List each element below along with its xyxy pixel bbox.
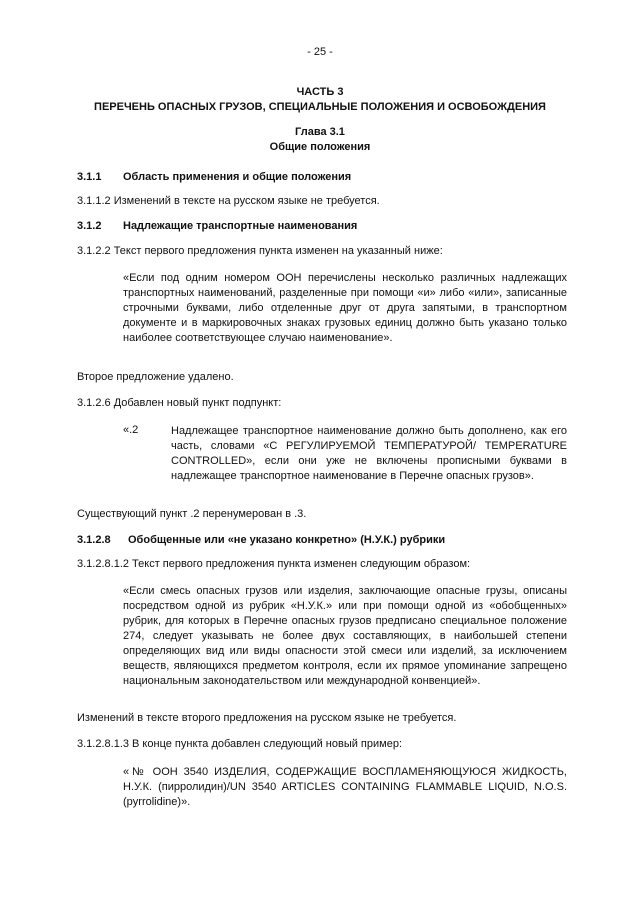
quote-3-1-2-8-1-2: «Если смесь опасных грузов или изделия, заключающие опасные грузы, описаны посредством одной из рубрик «Н.У.К.» или при помощи одной из «обобщенных» рубрик, для которых в Перечне опасных грузов предписано специальное положение 274, следует указывать не более двух составляющих, в наибольшей степени определяющих вид или виды опасности этой смеси или изделий, за исключением веществ, являющихся предметом контроля, если их прямое упоминание запрещено национальным законодательством или международной конвенцией». [123, 585, 567, 687]
paragraph-second-sentence-unchanged: Изменений в тексте второго предложения на русском языке не требуется. [77, 712, 457, 724]
section-number: 3.1.2.8 [77, 534, 111, 546]
paragraph-3-1-2-8-1-3: 3.1.2.8.1.3 В конце пункта добавлен следующий новый пример: [77, 738, 403, 750]
paragraph-second-sentence-removed: Второе предложение удалено. [77, 371, 234, 383]
section-heading-3-1-2 [77, 220, 357, 232]
quote-example-un3540: «№ ООН 3540 ИЗДЕЛИЯ, СОДЕРЖАЩИЕ ВОСПЛАМЕНЯЮЩУЮСЯ ЖИДКОСТЬ, Н.У.К. (пирролидин)/UN 3540 ARTICLES CONTAINING FLAMMABLE LIQUID, N.O.S. (pyrrolidine)». [123, 766, 567, 808]
section-heading-3-1-2-8 [77, 534, 445, 546]
paragraph-3-1-2-8-1-2: 3.1.2.8.1.2 Текст первого предложения пункта изменен следующим образом: [77, 558, 471, 570]
part-title: ПЕРЕЧЕНЬ ОПАСНЫХ ГРУЗОВ, СПЕЦИАЛЬНЫЕ ПОЛОЖЕНИЯ И ОСВОБОЖДЕНИЯ [94, 101, 546, 113]
section-number: 3.1.1 [77, 171, 102, 183]
section-title: Область применения и общие положения [123, 171, 352, 183]
section-number: 3.1.2 [77, 220, 102, 232]
section-title: Обобщенные или «не указано конкретно» (Н.У.К.) рубрики [128, 534, 446, 546]
paragraph-3-1-2-2: 3.1.2.2 Текст первого предложения пункта изменен на указанный ниже: [77, 245, 443, 257]
page-number: - 25 - [307, 46, 333, 58]
paragraph-3-1-1-2: 3.1.1.2 Изменений в тексте на русском языке не требуется. [77, 195, 380, 207]
part-label: ЧАСТЬ 3 [296, 86, 344, 98]
chapter-label: Глава 3.1 [295, 126, 345, 138]
list-item-text: Надлежащее транспортное наименование должно быть дополнено, как его часть, словами «С РЕГУЛИРУЕМОЙ ТЕМПЕРАТУРОЙ/ TEMPERATURE CONTROLLED», если они уже не включены прописными буквами в надлежащее транспортное наименование в Перечне опасных грузов». [171, 425, 567, 482]
chapter-title: Общие положения [269, 141, 371, 153]
list-item-marker: «.2 [123, 424, 139, 436]
quote-3-1-2-2: «Если под одним номером ООН перечислены несколько различных надлежащих транспортных наименований, разделенные при помощи «и» либо «или», записанные строчными буквами, либо отделенные друг от друга запятыми, в транспортном документе и в маркировочных знаках грузовых единиц должно быть указано только наиболее соответствующее случаю наименование». [123, 272, 567, 344]
paragraph-3-1-2-6: 3.1.2.6 Добавлен новый пункт подпункт: [77, 397, 282, 409]
paragraph-renumbered: Существующий пункт .2 перенумерован в .3. [77, 508, 307, 520]
section-title: Надлежащие транспортные наименования [123, 220, 358, 232]
section-heading-3-1-1 [77, 171, 351, 183]
